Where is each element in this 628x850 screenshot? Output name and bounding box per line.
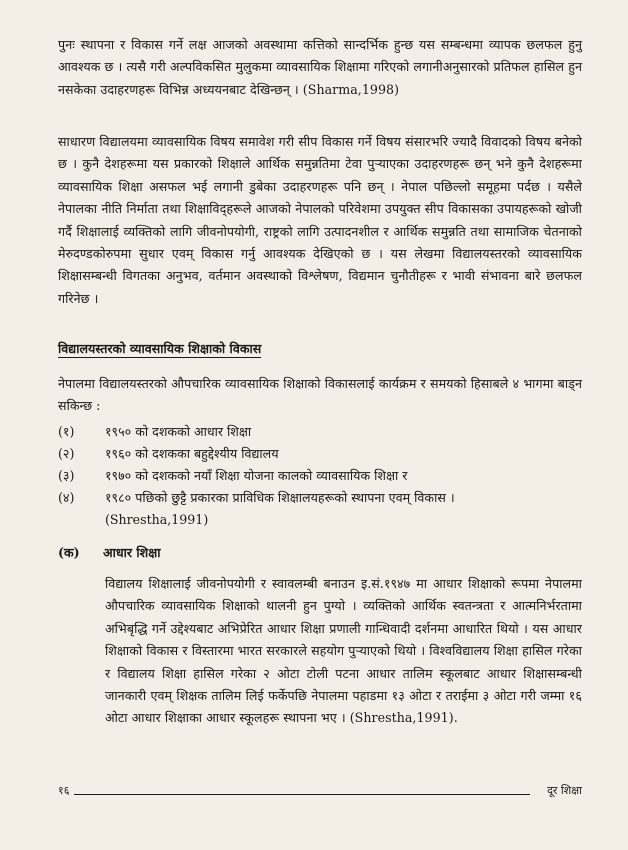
- list-citation: (Shrestha,1991): [105, 512, 209, 527]
- list-item-text: १९८० पछिको छुट्टै प्रकारका प्राविधिक शिक्षालयहरूको स्थापना एवम् विकास ।: [105, 490, 455, 505]
- context-paragraph: साधारण विद्यालयमा व्यावसायिक विषय समावेश गरी सीप विकास गर्ने विषय संसारभरि ज्यादै विवादको विषय बनेको छ । कुनै देशहरूमा यस प्रकारको शिक्षाले आर्थिक समुन्नतिमा टेवा पुऱ्याएका उदाहरणहरू छन् भने कुनै देशहरूमा व्यावसायिक शिक्षा असफल भई लगानी डुबेका उदाहरणहरू पनि छन् । नेपाल पछिल्लो समूहमा पर्दछ । यसैले नेपालका नीति निर्माता तथा शिक्षाविद्हरूले आजको नेपालको परिवेशमा उपयुक्त सीप विकासका उपायहरूको खोजी गर्दै शिक्षालाई व्यक्तिको लागि जीवनोपयोगी, राष्ट्रको लागि उत्पादनशील र आर्थिक समुन्नति तथा सामाजिक चेतनाको मेरुदण्डकोरुपमा सुधार एवम् विकास गर्नु आवश्यक देखिएको छ । यस लेखमा विद्यालयस्तरको व्यावसायिक शिक्षासम्बन्धी विगतका अनुभव, वर्तमान अवस्थाको विश्लेषण, विद्यमान चुनौतीहरू र भावी संभावना बारे छलफल गरिनेछ ।: [58, 134, 582, 306]
- list-item-text: १९६० को दशकका बहुद्देश्यीय विद्यालय: [105, 446, 279, 461]
- footer-rule: [74, 794, 530, 795]
- section-intro-paragraph: नेपालमा विद्यालयस्तरको औपचारिक व्यावसायिक शिक्षाको विकासलाई कार्यक्रम र समयको हिसाबले ४ भागमा बाड्न सकिन्छ :: [58, 376, 582, 414]
- list-item-number: (३): [58, 468, 75, 483]
- subsection-title: आधार शिक्षा: [103, 545, 161, 560]
- intro-paragraph: पुनः स्थापना र विकास गर्ने लक्ष आजको अवस्थामा कत्तिको सान्दर्भिक हुन्छ यस सम्बन्धमा व्यापक छलफल हुनु आवश्यक छ । त्यसै गरी अल्पविकसित मुलुकमा व्यावसायिक शिक्षामा गरिएको लगानीअनुसारको प्रतिफल हासिल हुन नसकेका उदाहरणहरू विभिन्न अध्ययनबाट देखिन्छन् । (Sharma,1998): [58, 37, 582, 97]
- journal-name: दूर शिक्षा: [547, 784, 582, 797]
- list-item-text: १९५० को दशकको आधार शिक्षा: [105, 424, 252, 439]
- list-item-text: १९७० को दशकको नयाँ शिक्षा योजना कालको व्यावसायिक शिक्षा र: [105, 468, 408, 483]
- section-heading: [58, 340, 261, 357]
- basic-education-paragraph: विद्यालय शिक्षालाई जीवनोपयोगी र स्वावलम्बी बनाउन इ.सं.१९४७ मा आधार शिक्षाको रूपमा नेपालमा औपचारिक व्यावसायिक शिक्षाको थालनी हुन पुग्यो । व्यक्तिको आर्थिक स्वतन्त्रता र आत्मनिर्भरतामा अभिबृद्धि गर्ने उद्देश्यबाट अभिप्रेरित आधार शिक्षा प्रणाली गान्धिवादी दर्शनमा आधारित थियो । यस आधार शिक्षाको विकास र विस्तारमा भारत सरकारले सहयोग पुऱ्याएको थियो । विश्वविद्यालय शिक्षा हासिल गरेका र विद्यालय शिक्षा हासिल गरेका २ ओटा टोली पटना आधार तालिम स्कूलबाट आधार शिक्षासम्बन्धी जानकारी एवम् शिक्षक तालिम लिई फर्केपछि नेपालमा पहाडमा १३ ओटा र तराईमा ३ ओटा गरी जम्मा १६ ओटा आधार शिक्षाका आधार स्कूलहरू स्थापना भए । (Shrestha,1991).: [105, 576, 582, 726]
- list-item-number: (१): [58, 424, 75, 439]
- subsection-label: (क): [58, 545, 80, 560]
- list-item-number: (२): [58, 446, 75, 461]
- page-footer: [58, 780, 582, 804]
- list-item-number: (४): [58, 490, 75, 505]
- section-heading-text: विद्यालयस्तरको व्यावसायिक शिक्षाको विकास: [58, 341, 262, 356]
- page-number: १६: [58, 784, 70, 797]
